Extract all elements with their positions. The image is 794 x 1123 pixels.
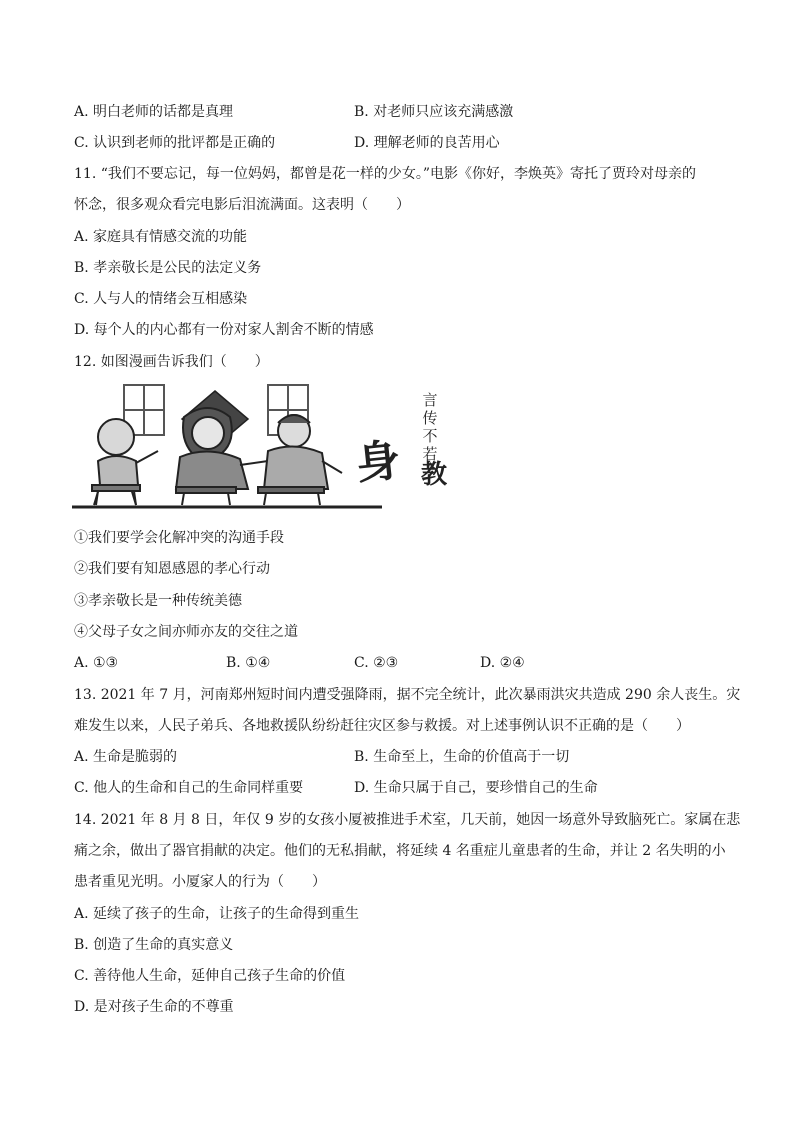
q10-option-c: C. 认识到老师的批评都是正确的 — [74, 135, 276, 151]
q11-option-a: A. 家庭具有情感交流的功能 — [74, 229, 248, 245]
q13-option-d: D. 生命只属于自己，要珍惜自己的生命 — [354, 780, 598, 796]
q14-stem-line1: 14. 2021 年 8 月 8 日，年仅 9 岁的女孩小厦被推进手术室，几天前，她因一场意外导致脑死亡。家属在悲 — [74, 812, 741, 828]
cartoon-image — [72, 381, 458, 511]
q13-stem-line1: 13. 2021 年 7 月，河南郑州短时间内遭受强降雨，据不完全统计，此次暴雨洪灾共造成 290 余人丧生。灾 — [74, 687, 741, 703]
q14-option-a: A. 延续了孩子的生命，让孩子的生命得到重生 — [74, 906, 360, 922]
q10-option-a: A. 明白老师的话都是真理 — [74, 104, 234, 120]
cartoon-big-char: 身 — [353, 434, 403, 491]
cartoon-char-4: 若 — [422, 445, 438, 463]
q12-option-d: D. ②④ — [480, 655, 525, 671]
q13-option-a: A. 生命是脆弱的 — [74, 749, 178, 765]
q14-option-c: C. 善待他人生命，延伸自己孩子生命的价值 — [74, 968, 346, 984]
q11-option-b: B. 孝亲敬长是公民的法定义务 — [74, 260, 262, 276]
cartoon-char-3: 不 — [422, 427, 438, 445]
q11-option-c: C. 人与人的情绪会互相感染 — [74, 291, 248, 307]
q11-stem-line1: 11. “我们不要忘记，每一位妈妈，都曾是花一样的少女。”电影《你好，李焕英》寄托了贾玲对母亲的 — [74, 166, 697, 182]
q11-stem-line2: 怀念，很多观众看完电影后泪流满面。这表明（ ） — [74, 197, 410, 213]
q12-statement-1: ①我们要学会化解冲突的沟通手段 — [74, 530, 284, 546]
q12-option-a: A. ①③ — [74, 655, 119, 671]
cartoon-small-char: 教 — [420, 460, 448, 490]
q13-option-b: B. 生命至上，生命的价值高于一切 — [354, 749, 570, 765]
q10-option-b: B. 对老师只应该充满感激 — [354, 104, 514, 120]
q12-stem: 12. 如图漫画告诉我们（ ） — [74, 354, 269, 370]
q13-option-c: C. 他人的生命和自己的生命同样重要 — [74, 780, 304, 796]
q12-option-b: B. ①④ — [226, 655, 271, 671]
q14-option-d: D. 是对孩子生命的不尊重 — [74, 999, 234, 1015]
q10-option-d: D. 理解老师的良苦用心 — [354, 135, 500, 151]
q13-stem-line2: 难发生以来，人民子弟兵、各地救援队纷纷赶往灾区参与救援。对上述事例认识不正确的是（ ） — [74, 718, 690, 734]
q12-option-c: C. ②③ — [354, 655, 399, 671]
q11-option-d: D. 每个人的内心都有一份对家人割舍不断的情感 — [74, 322, 374, 338]
q12-statement-2: ②我们要有知恩感恩的孝心行动 — [74, 561, 270, 577]
q14-stem-line2: 痛之余，做出了器官捐献的决定。他们的无私捐献，将延续 4 名重症儿童患者的生命，并让 2 名失明的小 — [74, 843, 726, 859]
cartoon-char-2: 传 — [422, 409, 438, 427]
q14-stem-line3: 患者重见光明。小厦家人的行为（ ） — [74, 874, 326, 890]
calligraphy-vertical-text — [422, 391, 437, 463]
q12-statement-4: ④父母子女之间亦师亦友的交往之道 — [74, 624, 298, 640]
q14-option-b: B. 创造了生命的真实意义 — [74, 937, 234, 953]
cartoon-char-1: 言 — [422, 391, 438, 409]
q12-statement-3: ③孝亲敬长是一种传统美德 — [74, 593, 242, 609]
